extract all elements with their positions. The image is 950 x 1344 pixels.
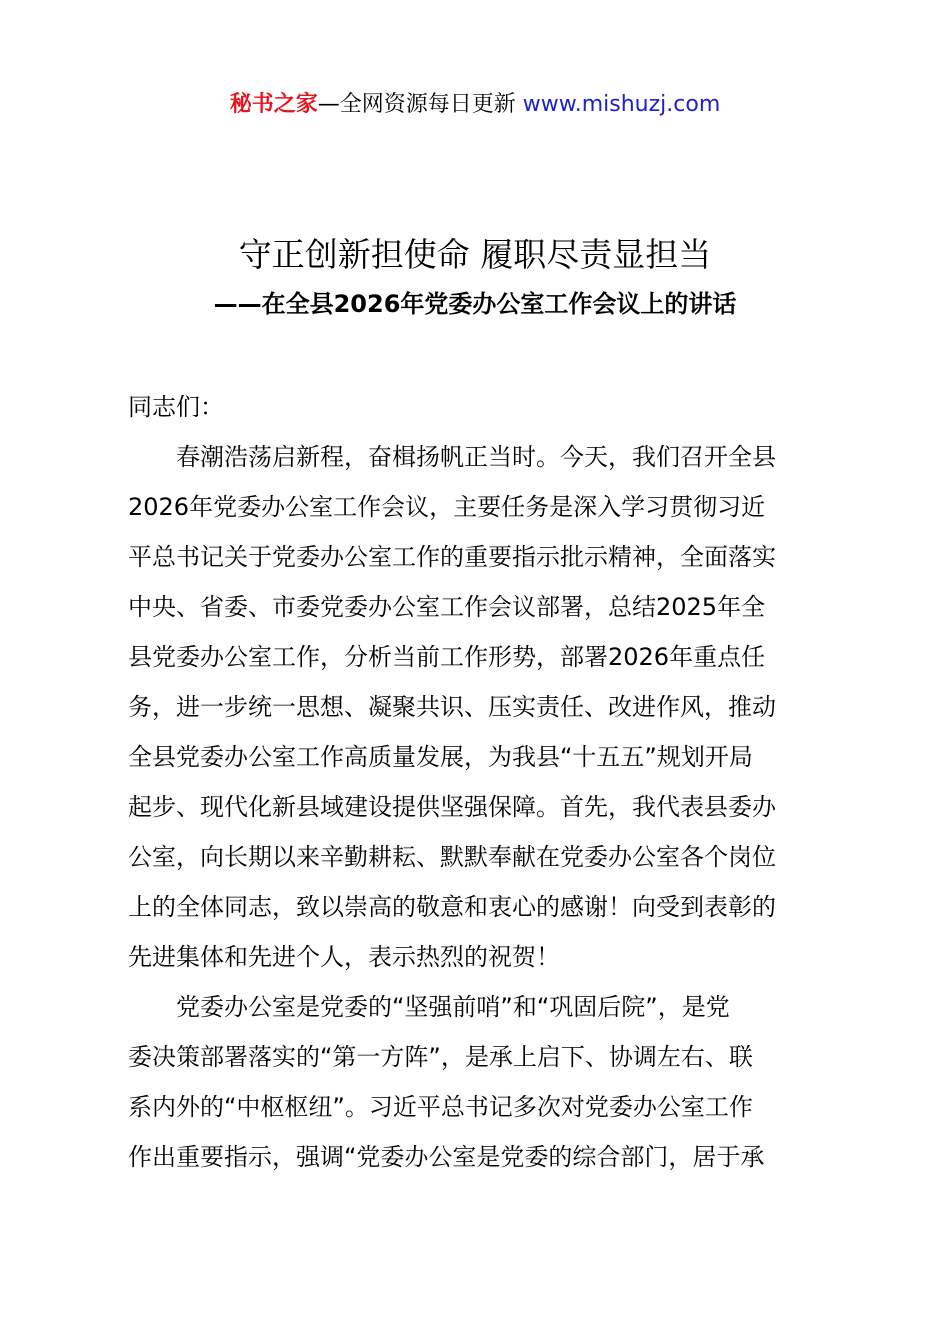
- body-line: 2026年党委办公室工作会议，主要任务是深入学习贯彻习近: [128, 493, 766, 521]
- salutation-line: 同志们：: [128, 393, 224, 421]
- body-line: 先进集体和先进个人，表示热烈的祝贺！: [128, 943, 560, 971]
- speech-body: [128, 382, 838, 1182]
- body-line: 平总书记关于党委办公室工作的重要指示批示精神，全面落实: [128, 543, 776, 571]
- body-line: 中央、省委、市委党委办公室工作会议部署，总结2025年全: [128, 593, 766, 621]
- body-line: 委决策部署落实的“第一方阵”，是承上启下、协调左右、联: [128, 1043, 753, 1071]
- body-line: 春潮浩荡启新程，奋楫扬帆正当时。今天，我们召开全县: [128, 443, 776, 471]
- header-slogan: —全网资源每日更新: [317, 92, 523, 117]
- body-line: 起步、现代化新县域建设提供坚强保障。首先，我代表县委办: [128, 793, 776, 821]
- body-line: 系内外的“中枢枢纽”。习近平总书记多次对党委办公室工作: [128, 1093, 753, 1121]
- brand-name: 秘书之家: [229, 92, 318, 117]
- document-subtitle: ——在全县2026年党委办公室工作会议上的讲话: [213, 290, 737, 318]
- body-line: 作出重要指示，强调“党委办公室是党委的综合部门，居于承: [128, 1143, 765, 1171]
- body-line: 县党委办公室工作，分析当前工作形势，部署2026年重点任: [128, 643, 766, 671]
- site-url-link[interactable]: www.mishuzj.com: [522, 92, 721, 117]
- site-header: [0, 88, 950, 122]
- body-line: 公室，向长期以来辛勤耕耘、默默奉献在党委办公室各个岗位: [128, 843, 776, 871]
- body-line: 全县党委办公室工作高质量发展，为我县“十五五”规划开局: [128, 743, 753, 771]
- body-line: 务，进一步统一思想、凝聚共识、压实责任、改进作风，推动: [128, 693, 776, 721]
- body-line: 党委办公室是党委的“坚强前哨”和“巩固后院”，是党: [128, 993, 730, 1021]
- body-line: 上的全体同志，致以崇高的敬意和衷心的感谢！向受到表彰的: [128, 893, 776, 921]
- document-title: 守正创新担使命 履职尽责显担当: [238, 235, 712, 274]
